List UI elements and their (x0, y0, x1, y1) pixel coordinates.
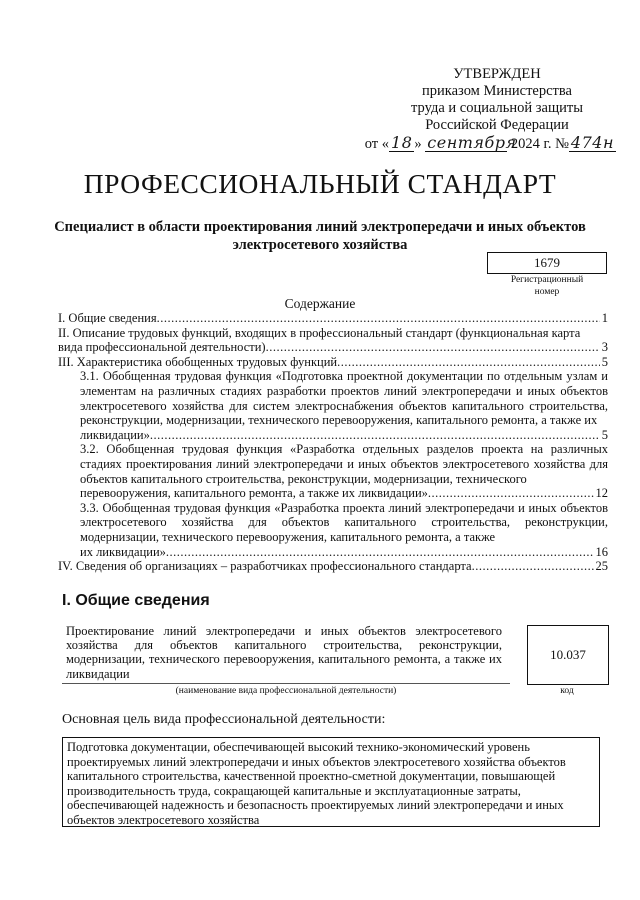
activity-caption: (наименование вида профессиональной деятельности) (175, 686, 397, 696)
document-title: ПРОФЕССИОНАЛЬНЫЙ СТАНДАРТ (83, 168, 557, 199)
order-month: сентября (427, 133, 517, 152)
approval-heading: УТВЕРЖДЕН (453, 66, 541, 82)
code-caption: код (560, 686, 574, 696)
registration-caption (488, 274, 606, 298)
toc-item[interactable] (58, 326, 608, 355)
order-date-number (364, 133, 616, 153)
divider (62, 683, 510, 684)
toc-leader (266, 340, 600, 355)
toc-item[interactable] (58, 355, 608, 370)
toc-item-text: I. Общие сведения (58, 311, 157, 325)
toc-page: 5 (601, 427, 608, 442)
registration-caption-line: Регистрационный (510, 275, 584, 285)
registration-caption-line: номер (534, 287, 560, 297)
approval-line: труда и социальной защиты (411, 100, 583, 116)
toc-page: 16 (595, 544, 608, 559)
activity-name-text: Проектирование линий электропередачи и иных объектов электросетевого хозяйства для объектов капитального строительства, реконструкции, модернизации, технического перевооружения, капитального ремонта, а также их ликвидации (66, 624, 502, 681)
from-label: от « (364, 136, 390, 152)
toc-page: 25 (595, 559, 608, 574)
table-of-contents (58, 311, 608, 574)
section-heading: I. Общие сведения (62, 592, 210, 609)
toc-item[interactable] (58, 311, 608, 326)
toc-title: Содержание (284, 296, 356, 311)
toc-item[interactable] (58, 559, 608, 574)
toc-leader (166, 545, 594, 560)
order-number: 474н (570, 133, 614, 152)
activity-code-box: 10.037 (527, 625, 609, 685)
toc-item-text: 3.1. Обобщенная трудовая функция «Подготовка проектной документации по отдельным узлам и элементам на различных стадиях разработки проектов линий электропередачи и иных объектов электросетевого хозяйства для систем электроснабжения объектов капитального строительства, реконструкции, модернизации, технического перевооружения, капитального ремонта, а также их (80, 369, 608, 428)
toc-leader (150, 428, 600, 443)
toc-item[interactable] (58, 369, 608, 442)
toc-page: 12 (595, 486, 608, 501)
toc-item[interactable] (58, 442, 608, 500)
approval-block (364, 66, 622, 153)
toc-item-text: ликвидации» (80, 427, 150, 442)
toc-leader (337, 355, 600, 370)
toc-page: 3 (601, 340, 608, 355)
toc-item[interactable] (58, 501, 608, 559)
toc-page: 5 (601, 354, 608, 369)
order-year-label: 2024 г. № (510, 136, 569, 152)
goal-text-box: Подготовка документации, обеспечивающей высокий технико-экономический уровень проектируемых линий электропередачи и иных объектов электросетевого хозяйства объектов капитального строительства, качественной проектно-сметной документации, повышающей производительность труда, сокращающей капитальные и эксплуатационные затраты, обеспечивающей надежность и безопасность проектируемых линий электропередачи и иных объектов электросетевого хозяйства (62, 737, 600, 827)
toc-item-text: 3.2. Обобщенная трудовая функция «Разработка отдельных разделов проекта на различных стадиях проектирования линий электропередачи и иных объектов электросетевого хозяйства для объектов капитального строительства, реконструкции, модернизации, технического (80, 442, 608, 486)
approval-line: приказом Министерства (422, 83, 572, 99)
order-day: 18 (391, 133, 413, 152)
standard-subtitle: Специалист в области проектирования линий электропередачи и иных объектов электросетевого хозяйства (54, 219, 586, 253)
toc-leader (428, 486, 594, 501)
toc-leader (472, 559, 594, 574)
toc-item-text: II. Описание трудовых функций, входящих в профессиональный стандарт (функциональная карта (58, 325, 581, 340)
registration-number-box: 1679 (487, 252, 607, 274)
toc-item-text: 3.3. Обобщенная трудовая функция «Разработка проекта линий электропередачи и иных объектов электросетевого хозяйства для объектов капитального строительства, реконструкции, модернизации, технического перевооружения, капитального ремонта, а также (80, 500, 608, 544)
toc-item-text: перевооружения, капитального ремонта, а также их ликвидации» (80, 486, 428, 501)
toc-item-text: III. Характеристика обобщенных трудовых функций (58, 354, 338, 369)
toc-page: 1 (601, 311, 608, 325)
toc-item-text: IV. Сведения об организациях – разработчиках профессионального стандарта (58, 559, 472, 574)
goal-label: Основная цель вида профессиональной деятельности: (62, 712, 386, 727)
toc-item-text: их ликвидации» (80, 544, 166, 559)
toc-item-text: вида профессиональной деятельности) (58, 340, 266, 355)
approval-line: Российской Федерации (425, 117, 569, 133)
close-quote: » (414, 136, 422, 152)
toc-leader (157, 311, 600, 326)
